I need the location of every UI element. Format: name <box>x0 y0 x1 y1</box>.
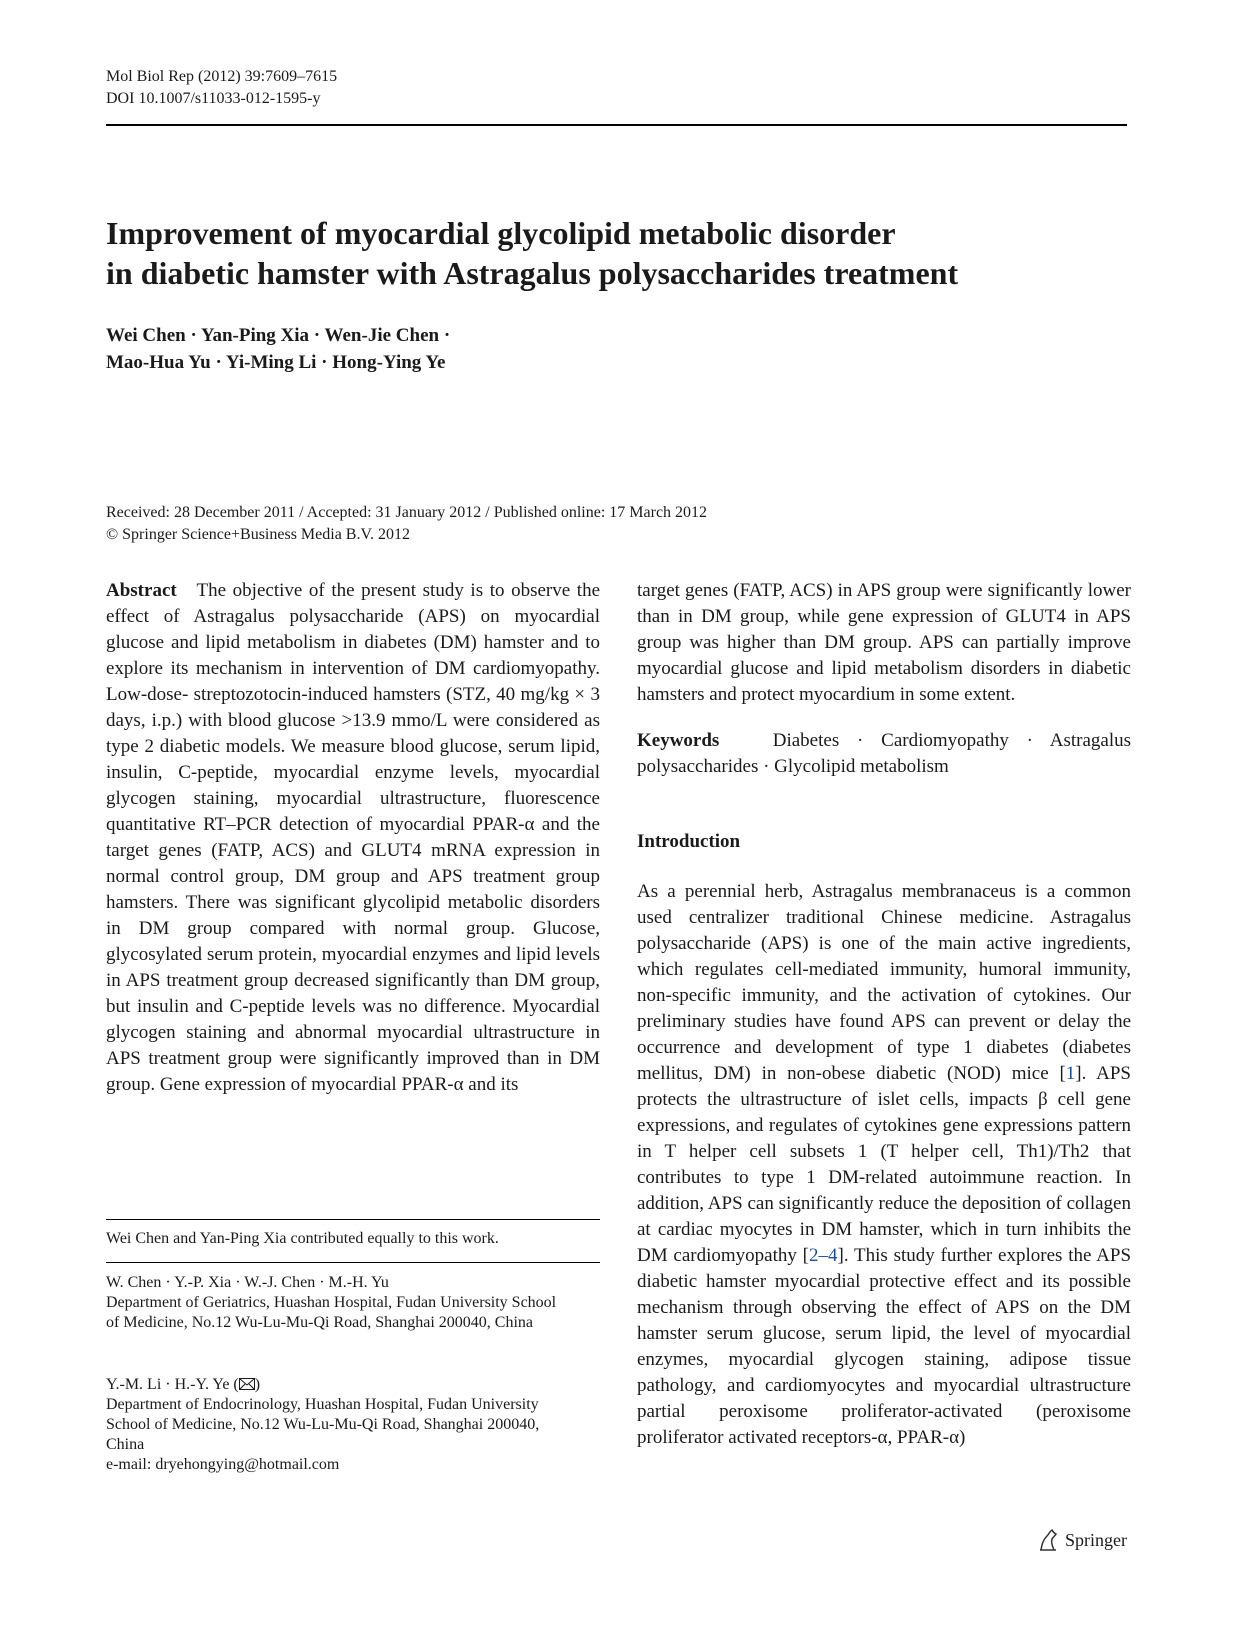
article-title-line-2: in diabetic hamster with Astragalus polysaccharides treatment <box>106 255 959 291</box>
header-rule <box>106 124 1127 126</box>
springer-logo <box>1037 1528 1127 1552</box>
copyright: © Springer Science+Business Media B.V. 2012 <box>106 526 410 543</box>
authors-line-2: Mao-Hua Yu · Yi-Ming Li · Hong-Ying Ye <box>106 352 446 373</box>
doi[interactable]: DOI 10.1007/s11033-012-1595-y <box>106 90 321 107</box>
abstract-text: The objective of the present study is to observe the effect of Astragalus polysaccharide (APS) on myocardial glucose and lipid metabolism in diabetes (DM) hamster and to explore its mechanism in intervention of DM cardiomyopathy. Low-dose- streptozotocin-induced hamsters (STZ, 40 mg/kg × 3 days, i.p.) with blood glucose >13.9 mmo/L were considered as type 2 diabetic models. We measure blood glucose, serum lipid, insulin, C-peptide, myocardial enzyme levels, myocardial glycogen staining, myocardial ultrastructure, fluorescence quantitative RT–PCR detection of myocardial PPAR-α and the target genes (FATP, ACS) and GLUT4 mRNA expression in normal control group, DM group and APS treatment group hamsters. There was significant glycolipid metabolic disorders in DM group compared with normal group. Glucose, glycosylated serum protein, myocardial enzymes and lipid levels in APS treatment group decreased significantly than DM group, but insulin and C-peptide levels was no difference. Myocardial glycogen staining and abnormal myocardial ultrastructure in APS treatment group were significantly improved than in DM group. Gene expression of myocardial PPAR-α and its <box>106 580 600 1095</box>
equal-contribution-note: Wei Chen and Yan-Ping Xia contributed equally to this work. <box>106 1230 499 1247</box>
springer-horse-icon <box>1037 1528 1059 1552</box>
abstract-continued: target genes (FATP, ACS) in APS group were significantly lower than in DM group, while gene expression of GLUT4 in APS group was higher than DM group. APS can partially improve myocardial glucose and lipid metabolism disorders in diabetic hamsters and protect myocardium in some extent. <box>637 580 1131 705</box>
publisher-name: Springer <box>1065 1530 1127 1550</box>
affiliation-1-address: Department of Geriatrics, Huashan Hospital, Fudan University School of Medicine, No.12 Wu-Lu-Mu-Qi Road, Shanghai 200040, China <box>106 1294 557 1331</box>
abstract <box>106 578 600 1098</box>
keywords <box>637 728 1131 780</box>
citation-link-2-4[interactable]: 2–4 <box>809 1245 838 1266</box>
envelope-icon <box>239 1378 255 1390</box>
footnote-rule <box>106 1219 600 1220</box>
affiliation-rule <box>106 1262 600 1263</box>
keywords-text: Diabetes · Cardiomyopathy · Astragalus polysaccharides · Glycolipid metabolism <box>637 730 1132 777</box>
article-title-line-1: Improvement of myocardial glycolipid metabolic disorder <box>106 215 896 251</box>
journal-reference: Mol Biol Rep (2012) 39:7609–7615 <box>106 68 338 85</box>
publication-history: Received: 28 December 2011 / Accepted: 31 January 2012 / Published online: 17 March 2012 <box>106 504 708 521</box>
abstract-label: Abstract <box>106 580 177 601</box>
affiliation-1-authors: W. Chen · Y.-P. Xia · W.-J. Chen · M.-H. Yu <box>106 1274 389 1291</box>
introduction-paragraph: As a perennial herb, Astragalus membranaceus is a common used centralizer traditional Chinese medicine. Astragalus polysaccharide (APS) is one of the main active ingredients, which regulates cell-mediated immunity, humoral immunity, non-specific immunity, and the activation of cytokines. Our preliminary studies have found APS can prevent or delay the occurrence and development of type 1 diabetes (diabetes mellitus, DM) in non-obese diabetic (NOD) mice [1]. APS protects the ultrastructure of islet cells, impacts β cell gene expressions, and regulates of cytokines gene expressions pattern in T helper cell subsets 1 (T helper cell, Th1)/Th2 that contributes to type 1 DM-related autoimmune reaction. In addition, APS can significantly reduce the deposition of collagen at cardiac myocytes in DM hamster, which in turn inhibits the DM cardiomyopathy [2–4]. This study further explores the APS diabetic hamster myocardial protective effect and its possible mechanism through observing the effect of APS on the DM hamster serum glucose, serum lipid, the level of myocardial enzymes, myocardial glycogen staining, adipose tissue pathology, and cardiomyocytes and myocardial ultrastructure partial peroxisome proliferator-activated (peroxisome proliferator activated receptors-α, PPAR-α) <box>637 881 1132 1448</box>
introduction-heading: Introduction <box>637 831 741 852</box>
affiliation-2-authors: Y.-M. Li · H.-Y. Ye ( ) <box>106 1376 261 1393</box>
citation-link-1[interactable]: 1 <box>1065 1063 1076 1084</box>
contact-email[interactable]: e-mail: dryehongying@hotmail.com <box>106 1456 340 1473</box>
keywords-label: Keywords <box>637 730 720 751</box>
authors-line-1: Wei Chen · Yan-Ping Xia · Wen-Jie Chen · <box>106 325 451 346</box>
affiliation-2-address: Department of Endocrinology, Huashan Hospital, Fudan University School of Medicine, No.12 Wu-Lu-Mu-Qi Road, Shanghai 200040, China <box>106 1396 540 1453</box>
